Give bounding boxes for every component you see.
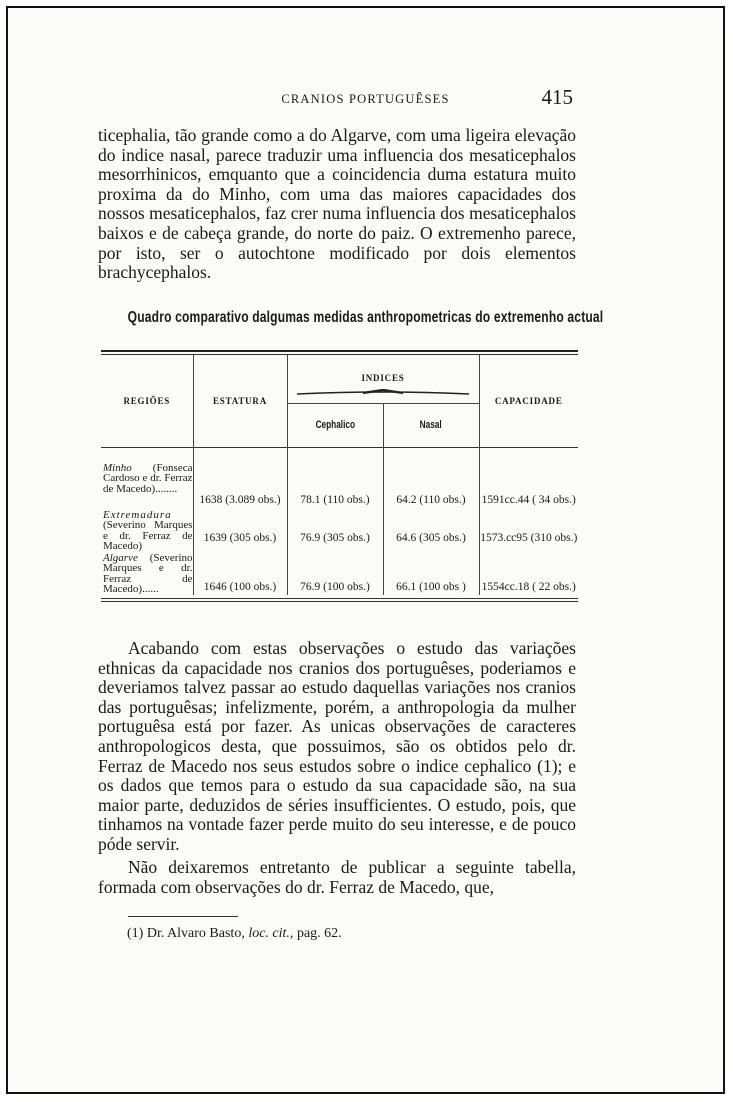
header-indices-label: INDICES: [361, 372, 405, 383]
header-cephalic-label: Cephalico: [315, 419, 355, 431]
footnote-marker: (1): [127, 926, 144, 941]
footnote-citation: loc. cit.,: [248, 926, 294, 941]
table-row-minho: [101, 447, 578, 509]
cephalic-value: 76.9 (305 obs.): [287, 509, 383, 552]
header-nasal: [383, 403, 479, 447]
cephalic-value: 78.1 (110 obs.): [287, 447, 383, 509]
footnote-page: pag. 62.: [296, 926, 342, 941]
region-detail: (Severino Marques e dr. Ferraz de Macedo): [103, 519, 193, 552]
cephalic-value: 76.9 (100 obs.): [287, 552, 383, 595]
footnote: [127, 926, 342, 942]
footnote-author: Dr. Alvaro Basto,: [146, 926, 245, 941]
paragraph-3: Não deixaremos entretanto de publicar a seguinte tabella, formada com observações do dr. Ferraz de Macedo, que,: [98, 857, 576, 897]
region-detail: (Fonseca Cardoso e dr. Ferraz de Macedo)........: [103, 461, 193, 495]
indices-brace: [297, 389, 469, 397]
region-name: Minho: [103, 461, 132, 474]
stature-value: 1646 (100 obs.): [193, 552, 287, 595]
running-head: CRANIOS PORTUGUÊSES: [281, 92, 450, 106]
region-name: Algarve: [103, 551, 138, 564]
table-row-extremadura: [101, 509, 578, 552]
table-bottom-rule: [101, 601, 578, 602]
header-regions: [101, 355, 193, 447]
table-title: Quadro comparativo dalgumas medidas anthropometricas do extremenho actual: [127, 309, 604, 326]
nasal-value: 64.2 (110 obs.): [383, 447, 479, 509]
header-capacity: [479, 355, 578, 447]
header-nasal-label: Nasal: [419, 419, 443, 431]
nasal-value: 64.6 (305 obs.): [383, 509, 479, 552]
header-cephalic: [287, 403, 383, 447]
nasal-value: 66.1 (100 obs ): [383, 552, 479, 595]
header-stature: [193, 355, 287, 447]
footnote-rule: [128, 916, 238, 917]
capacity-value: 1573.cc95 (310 obs.): [480, 532, 578, 544]
header-indices: [287, 355, 479, 403]
capacity-value: 1554cc.18 ( 22 obs.): [481, 581, 576, 593]
paragraph-1: ticephalia, tão grande como a do Algarve, com uma ligeira elevação do indice nasal, parece traduzir uma influencia dos mesaticephalos mesorrhinicos, emquanto que a coincidencia duma estatura muito proxima da do Minho, com uma das maiores capacidades dos nossos mesaticephalos, faz crer numa influencia dos mesaticephalos baixos e de cabeça grande, do norte do paiz. O extremenho parece, por isto, ser o autochtone modificado por dois elementos brachycephalos.: [98, 125, 576, 283]
book-page: [6, 6, 725, 1094]
comparison-table: [101, 350, 578, 602]
capacity-value: 1591cc.44 ( 34 obs.): [481, 494, 576, 506]
header-regions-label: REGIÕES: [123, 395, 171, 406]
region-detail: (Severino Marques e dr. Ferraz de Macedo)......: [103, 551, 193, 595]
page-number: 415: [541, 85, 573, 109]
paragraph-2: Acabando com estas observações o estudo das variações ethnicas da capacidade nos cranios dos portuguêses, poderiamos e deveriamos talvez passar ao estudo daquellas variações nos cranios das portuguêsas; infelizmente, porém, a anthropologia da mulher portuguêsa está por fazer. As unicas observações de caracteres anthropologicos desta, que possuimos, são os obtidos pelo dr. Ferraz de Macedo nos seus estudos sobre o indice cephalico (1); e os dados que temos para o estudo da sua capacidade são, na sua maior parte, deduzidos de séries insufficientes. O estudo, pois, que tinhamos na vontade fazer perde muito do seu interesse, e de pouco póde servir.: [98, 638, 576, 854]
table-row-algarve: [101, 552, 578, 595]
region-name: Extremadura: [103, 508, 172, 521]
stature-value: 1639 (305 obs.): [193, 509, 287, 552]
region-cell: [101, 447, 193, 509]
header-stature-label: ESTATURA: [212, 395, 268, 406]
region-cell: [101, 509, 193, 552]
header-capacity-label: CAPACIDADE: [494, 395, 563, 406]
stature-value: 1638 (3.089 obs.): [193, 447, 287, 509]
region-cell: [101, 552, 193, 595]
